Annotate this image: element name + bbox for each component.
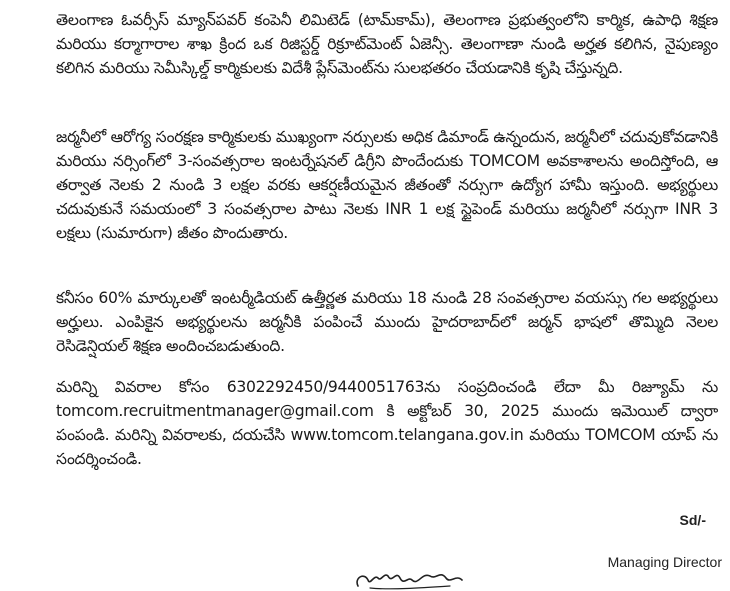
signoff-text: Sd/- <box>679 512 706 528</box>
paragraph-eligibility: కనీసం 60% మార్కులతో ఇంటర్మీడియట్ ఉత్తీర్ణత మరియు 18 నుండి 28 సంవత్సరాల వయస్సు గల అభ్యర్థులు అర్హులు. ఎంపికైన అభ్యర్థులను జర్మనీకి పంపించే ముందు హైదరాబాద్‌లో జర్మన్ భాషలో తొమ్మిది నెలల రెసిడెన్షియల్ శిక్షణ అందించబడుతుంది. <box>56 289 718 355</box>
paragraph-germany-nursing: జర్మనీలో ఆరోగ్య సంరక్షణ కార్మికులకు ముఖ్యంగా నర్సులకు అధిక డిమాండ్ ఉన్నందున, జర్మనీలో చదువుకోవడానికి మరియు నర్సింగ్‌లో 3-సంవత్సరాల ఇంటర్నేషనల్ డిగ్రీని పొందేందుకు TOMCOM అవకాశాలను అందిస్తోంది, ఆ తర్వాత నెలకు 2 నుండి 3 లక్షల వరకు ఆకర్షణీయమైన జీతంతో నర్సుగా ఉద్యోగ హామీ ఇస్తుంది. అభ్యర్థులు చదువుకునే సమయంలో 3 సంవత్సరాల పాటు నెలకు INR 1 లక్ష స్టైపెండ్ మరియు జర్మనీలో నర్సుగా INR 3 లక్షలు (సుమారుగా) జీతం పొందుతారు. <box>56 128 718 242</box>
designation-text: Managing Director <box>607 554 722 570</box>
paragraph-about-tomcom: తెలంగాణ ఓవర్సీస్ మ్యాన్‌పవర్ కంపెనీ లిమిటెడ్ (టామ్‌కామ్), తెలంగాణ ప్రభుత్వంలోని కార్మిక, ఉపాధి శిక్షణ మరియు కర్మాగారాల శాఖ క్రింద ఒక రిజిస్టర్డ్ రిక్రూట్‌మెంట్ ఏజెన్సీ. తెలంగాణా నుండి అర్హత కలిగిన, నైపుణ్యం కలిగిన మరియు సెమీస్కిల్డ్ కార్మికులకు విదేశీ ప్లేస్‌మెంట్‌ను సులభతరం చేయడానికి కృషి చేస్తున్నది. <box>56 11 718 77</box>
signature-image <box>350 566 490 591</box>
paragraph-contact-details: మరిన్ని వివరాల కోసం 6302292450/9440051763ను సంప్రదించండి లేదా మీ రిజ్యూమ్ ను tomcom.recruitmentmanager@gmail.com కి అక్టోబర్ 30, 2025 ముందు ఇమెయిల్ ద్వారా పంపండి. మరిన్ని వివరాలకు, దయచేసి www.tomcom.telangana.gov.in మరియు TOMCOM యాప్ ను సందర్శించండి. <box>56 378 718 468</box>
